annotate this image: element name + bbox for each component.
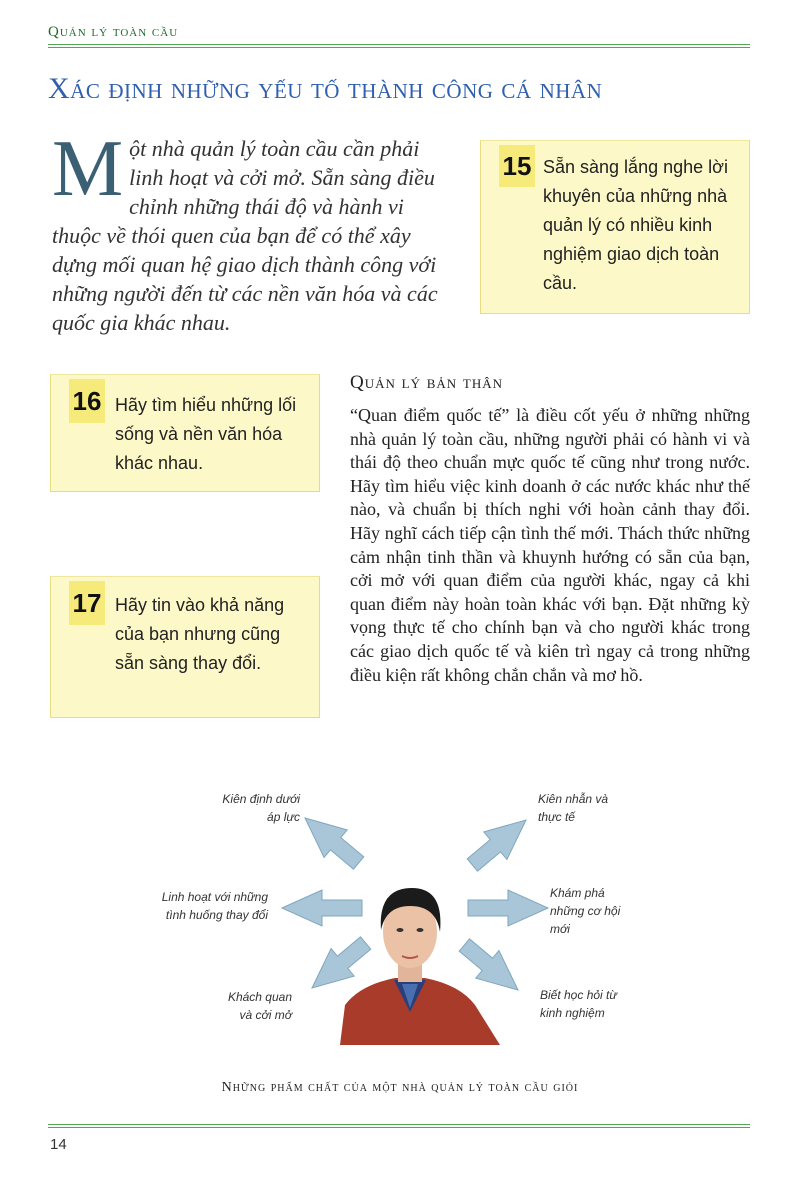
intro-dropcap: M <box>52 125 124 213</box>
tip-text-16: Hãy tìm hiểu những lối sống và nền văn hóa khác nhau. <box>115 395 297 473</box>
running-head: Quản lý toàn cầu <box>48 24 179 40</box>
intro-text: ột nhà quản lý toàn cầu cần phải linh hoạt và cởi mở. Sẵn sàng điều chỉnh những thái độ và hành vi thuộc về thói quen của bạn để có thể xây dựng mối quan hệ giao dịch thành công với những người đến từ các nền văn hóa và các quốc gia khác nhau. <box>52 136 438 335</box>
tip-box-16 <box>50 374 320 492</box>
bottom-rule <box>48 1124 750 1128</box>
section-body: “Quan điểm quốc tế” là điều cốt yếu ở những những nhà quản lý toàn cầu, những người phải có hành vi và thái độ theo chuẩn mực quốc tế cũng như trong nước. Hãy tìm hiểu việc kinh doanh ở các nước khác như thế nào, và chuẩn bị thích nghi với hoàn cảnh thay đổi. Hãy nghĩ cách tiếp cận tình thế mới. Thách thức những cảm nhận tinh thần và khuynh hướng có sẵn của bạn, cởi mở với quan điểm của người khác, ngay cả khi quan điểm này hoàn toàn khác với bạn. Đặt những kỳ vọng thực tế cho chính bạn và cho người khác trong các giao dịch quốc tế và kiên trì ngay cả trong những điều kiện rất không chắn chắn và mơ hồ. <box>350 405 750 685</box>
tip-box-17 <box>50 576 320 718</box>
diagram-caption: Những phẩm chất của một nhà quản lý toàn cầu giỏi <box>221 1080 579 1095</box>
top-rule <box>48 44 750 48</box>
tip-number-17: 17 <box>69 581 105 625</box>
quality-label-learn: Biết học hỏi từ kinh nghiệm <box>540 988 617 1020</box>
quality-label-objective: Khách quan và cởi mở <box>227 990 292 1022</box>
arrow-lower-right-icon <box>453 931 530 1004</box>
arrow-upper-left-icon <box>293 804 370 877</box>
section-heading: Quản lý bản thân <box>350 372 504 393</box>
tip-text-17: Hãy tin vào khả năng của bạn nhưng cũng sẵn sàng thay đổi. <box>115 595 285 673</box>
intro-paragraph <box>52 125 457 337</box>
tip-text-15: Sẵn sàng lắng nghe lời khuyên của những nhà quản lý có nhiều kinh nghiệm giao dịch toàn cầu. <box>543 157 728 293</box>
arrow-left-icon <box>282 890 362 926</box>
qualities-diagram <box>150 780 670 1070</box>
tip-box-15 <box>480 140 750 314</box>
arrow-upper-right-icon <box>461 806 538 879</box>
tip-number-16: 16 <box>69 379 105 423</box>
page-title: Xác định những yếu tố thành công cá nhân <box>48 72 603 105</box>
quality-label-flexible: Linh hoạt với những tình huống thay đổi <box>161 890 268 922</box>
quality-label-explore: Khám phá những cơ hội mới <box>550 886 621 936</box>
page-number: 14 <box>50 1136 67 1153</box>
arrow-right-icon <box>468 890 548 926</box>
quality-label-patient: Kiên nhẫn và thực tế <box>538 792 609 824</box>
quality-label-steadfast: Kiên định dưới áp lực <box>222 792 300 824</box>
tip-number-15: 15 <box>499 145 535 187</box>
